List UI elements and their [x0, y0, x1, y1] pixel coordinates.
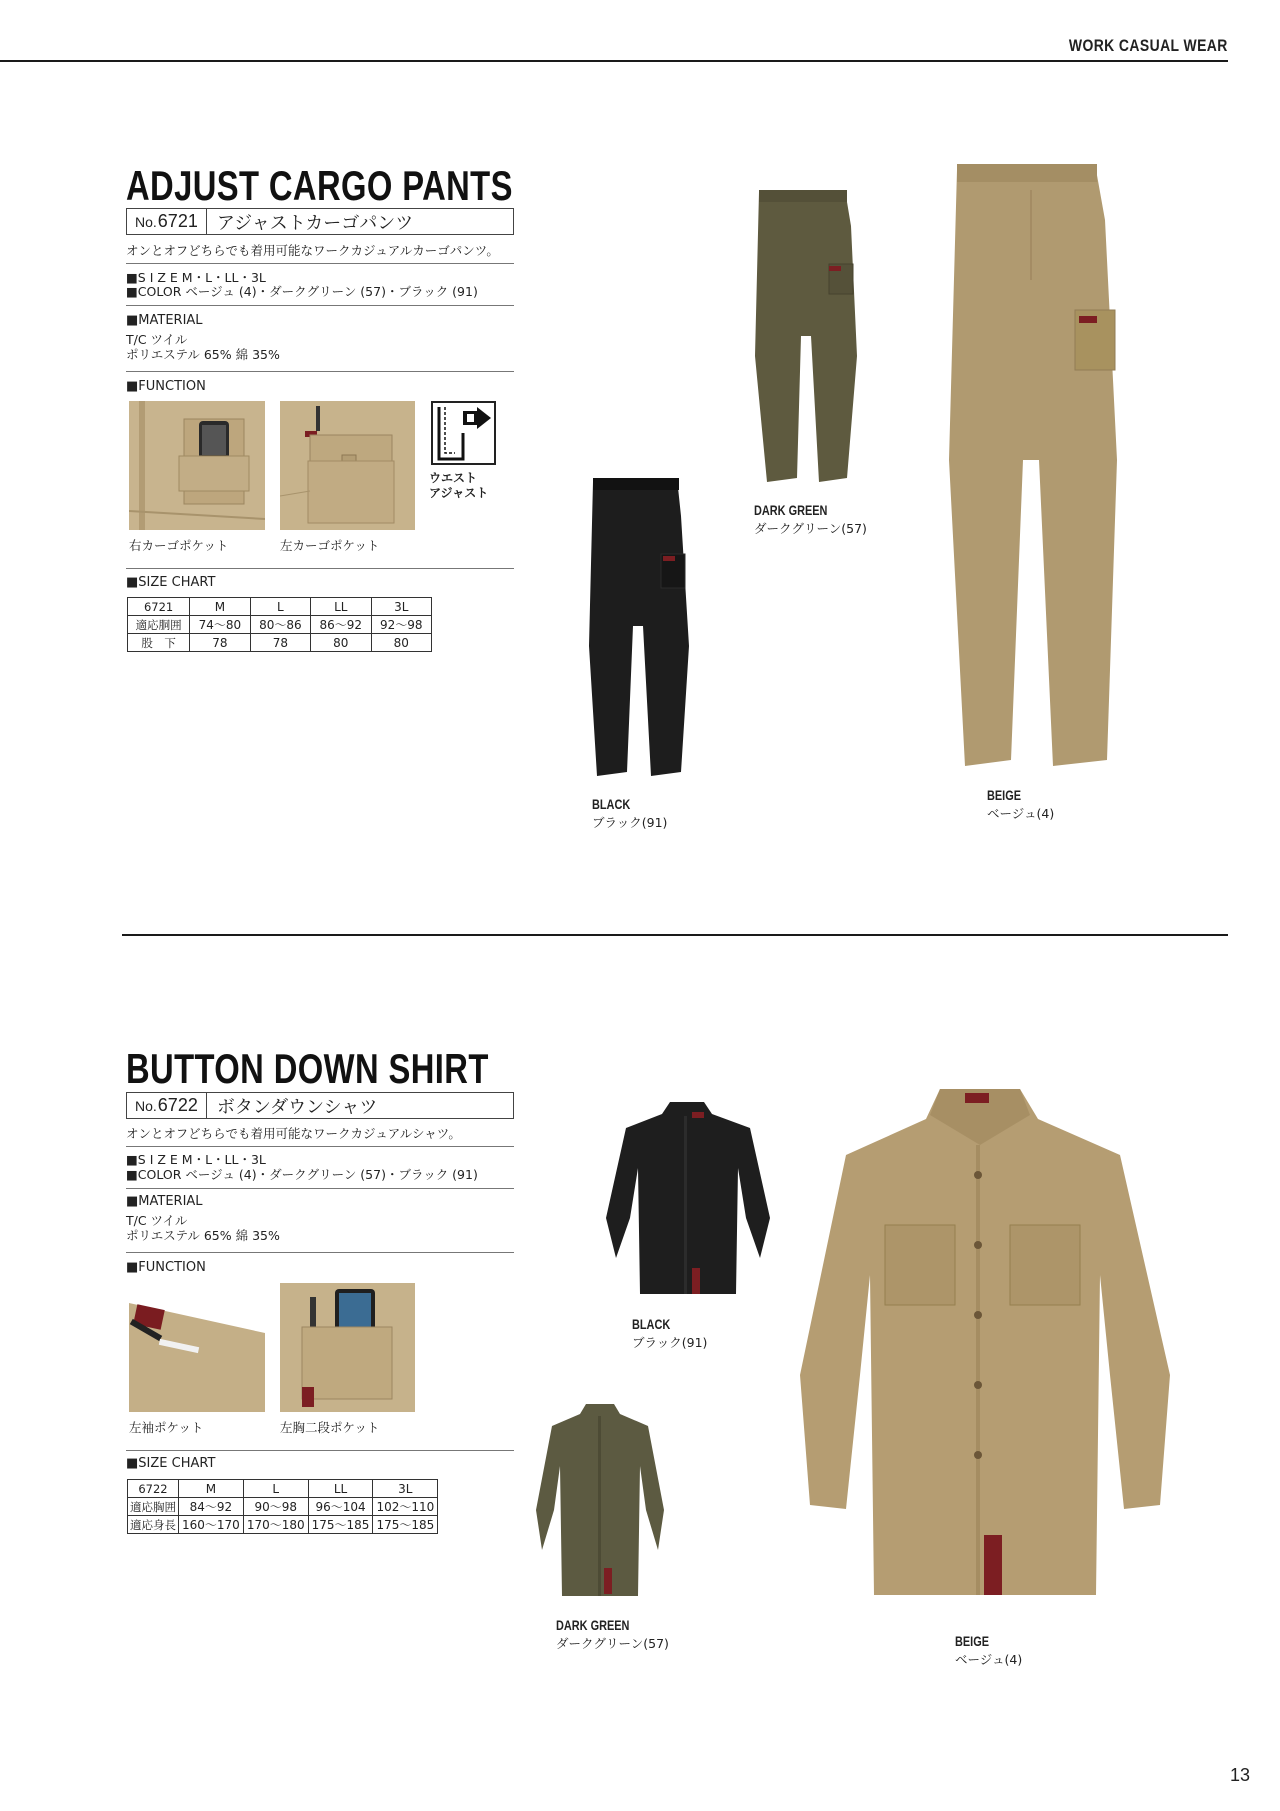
size-chart-cell: 適応身長 — [128, 1516, 179, 1534]
product-photo-shirt-dark-green — [530, 1400, 670, 1600]
size-line: ■S I Z E M・L・LL・3L — [126, 270, 266, 285]
function-icon-caption: アジャスト — [429, 486, 489, 500]
size-chart-cell: 適応胴囲 — [128, 616, 190, 634]
size-chart-cell: L — [250, 598, 310, 616]
function-caption: 右カーゴポケット — [129, 538, 229, 553]
waist-adjust-icon — [431, 401, 496, 465]
product-jp-name: ボタンダウンシャツ — [216, 1096, 378, 1118]
divider — [126, 1252, 514, 1253]
divider — [126, 305, 514, 306]
divider — [126, 263, 514, 264]
product-description: オンとオフどちらでも着用可能なワークカジュアルシャツ。 — [126, 1126, 461, 1141]
page-number: 13 — [1229, 1765, 1250, 1785]
header-rule — [0, 60, 1228, 62]
material-heading: ■MATERIAL — [126, 1194, 203, 1209]
divider — [126, 1188, 514, 1189]
size-chart-cell: 80～86 — [250, 616, 310, 634]
color-line: ■COLOR ベージュ (4)・ダークグリーン (57)・ブラック (91) — [126, 1167, 478, 1182]
section-header-title: WORK CASUAL WEAR — [1069, 36, 1228, 55]
size-chart-heading: ■SIZE CHART — [126, 1456, 216, 1471]
size-chart-cell: 90～98 — [243, 1498, 308, 1516]
function-caption: 左袖ポケット — [129, 1420, 204, 1435]
variant-label-jp: ベージュ(4) — [987, 806, 1055, 821]
size-chart-cell: 102～110 — [373, 1498, 438, 1516]
size-chart-cell: 170～180 — [243, 1516, 308, 1534]
function-photo-left-chest-double-pocket — [280, 1283, 415, 1412]
variant-label-en: DARK GREEN — [754, 502, 828, 518]
size-chart-header-row — [128, 598, 432, 616]
size-chart-cell: M — [190, 598, 250, 616]
size-chart-cell: 84～92 — [179, 1498, 244, 1516]
size-chart-cell: 3L — [371, 598, 431, 616]
product-photo-pants-dark-green — [745, 186, 865, 486]
section-rule — [122, 934, 1228, 936]
divider — [126, 568, 514, 569]
function-photo-right-cargo-pocket — [129, 401, 265, 530]
size-chart-table — [127, 1479, 438, 1534]
size-line: ■S I Z E M・L・LL・3L — [126, 1152, 266, 1167]
variant-label-jp: ブラック(91) — [632, 1335, 708, 1350]
variant-label-en: DARK GREEN — [556, 1617, 630, 1633]
function-caption: 左胸二段ポケット — [280, 1420, 380, 1435]
variant-label-en: BLACK — [632, 1316, 671, 1332]
size-chart-cell: 160～170 — [179, 1516, 244, 1534]
variant-label-en: BLACK — [592, 796, 631, 812]
variant-label-jp: ダークグリーン(57) — [754, 521, 867, 536]
size-chart-cell: 6721 — [128, 598, 190, 616]
size-chart-cell: 適応胸囲 — [128, 1498, 179, 1516]
size-chart-cell: 78 — [250, 634, 310, 652]
function-icon-caption: ウエスト — [429, 471, 478, 485]
size-chart-cell: 78 — [190, 634, 250, 652]
product-photo-shirt-black — [600, 1098, 775, 1298]
product-number-box — [126, 1092, 514, 1119]
size-chart-cell: 3L — [373, 1480, 438, 1498]
size-chart-cell: 92～98 — [371, 616, 431, 634]
product-photo-pants-black — [585, 476, 695, 781]
size-chart-cell: L — [243, 1480, 308, 1498]
variant-label-en: BEIGE — [955, 1633, 989, 1649]
size-chart-cell: 股 下 — [128, 634, 190, 652]
function-photo-left-cargo-pocket — [280, 401, 415, 530]
size-chart-row — [128, 634, 432, 652]
material-line: ポリエステル 65% 綿 35% — [126, 347, 280, 362]
product-number-box — [126, 208, 514, 235]
product-title: BUTTON DOWN SHIRT — [126, 1045, 489, 1092]
size-chart-row — [128, 1498, 438, 1516]
function-heading: ■FUNCTION — [126, 1260, 206, 1275]
size-chart-heading: ■SIZE CHART — [126, 575, 216, 590]
size-chart-cell: 175～185 — [308, 1516, 373, 1534]
size-chart-row — [128, 616, 432, 634]
variant-label-en: BEIGE — [987, 787, 1021, 803]
function-heading: ■FUNCTION — [126, 379, 206, 394]
variant-label-jp: ベージュ(4) — [955, 1652, 1023, 1667]
size-chart-cell: 80 — [371, 634, 431, 652]
product-photo-pants-beige — [935, 160, 1130, 770]
size-chart-cell: 175～185 — [373, 1516, 438, 1534]
size-chart-cell: 80 — [311, 634, 371, 652]
size-chart-cell: 6722 — [128, 1480, 179, 1498]
material-line: T/C ツイル — [126, 1213, 188, 1228]
size-chart-cell: 74～80 — [190, 616, 250, 634]
product-number: 6721 — [157, 211, 198, 231]
color-line: ■COLOR ベージュ (4)・ダークグリーン (57)・ブラック (91) — [126, 284, 478, 299]
variant-label-jp: ダークグリーン(57) — [556, 1636, 669, 1651]
number-prefix: No. — [135, 213, 157, 230]
size-chart-table — [127, 597, 432, 652]
material-line: T/C ツイル — [126, 332, 188, 347]
function-caption: 左カーゴポケット — [280, 538, 380, 553]
size-chart-cell: M — [179, 1480, 244, 1498]
product-number: 6722 — [157, 1095, 198, 1115]
size-chart-cell: LL — [308, 1480, 373, 1498]
material-heading: ■MATERIAL — [126, 313, 203, 328]
product-photo-shirt-beige — [780, 1085, 1185, 1600]
divider — [126, 1146, 514, 1147]
product-jp-name: アジャストカーゴパンツ — [216, 212, 414, 234]
size-chart-cell: LL — [311, 598, 371, 616]
product-title: ADJUST CARGO PANTS — [126, 162, 513, 209]
function-photo-left-sleeve-pocket — [129, 1283, 265, 1412]
divider — [126, 1450, 514, 1451]
size-chart-cell: 96～104 — [308, 1498, 373, 1516]
product-description: オンとオフどちらでも着用可能なワークカジュアルカーゴパンツ。 — [126, 243, 499, 258]
size-chart-row — [128, 1516, 438, 1534]
variant-label-jp: ブラック(91) — [592, 815, 668, 830]
material-line: ポリエステル 65% 綿 35% — [126, 1228, 280, 1243]
size-chart-header-row — [128, 1480, 438, 1498]
size-chart-cell: 86～92 — [311, 616, 371, 634]
divider — [126, 371, 514, 372]
number-prefix: No. — [135, 1097, 157, 1114]
